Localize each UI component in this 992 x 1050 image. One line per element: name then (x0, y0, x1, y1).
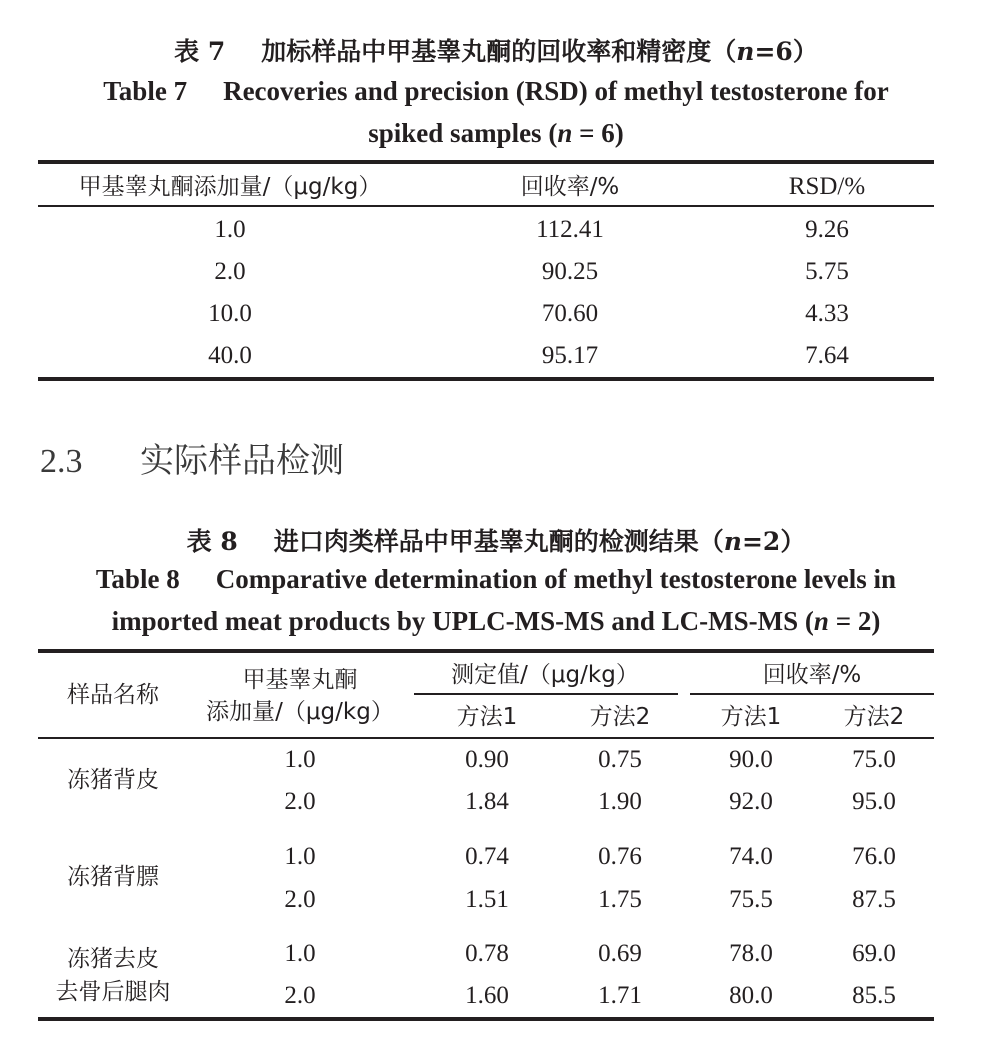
table8-header-recovery: 回收率/% (762, 662, 862, 688)
table8-cell-added: 1.0 (284, 940, 316, 967)
table8-sub-method2-measured: 方法2 (589, 704, 651, 730)
table8-cell-r1: 78.0 (729, 940, 773, 967)
table8-sub-method1-recovery: 方法1 (720, 704, 782, 730)
table8-cell-m1: 1.51 (465, 886, 509, 913)
section-number: 2.3 (40, 443, 83, 480)
table7-header-rule (38, 205, 934, 207)
table7-header-added: 甲基睾丸酮添加量/（μg/kg） (78, 174, 382, 200)
section-heading (40, 433, 344, 482)
table7-cell-added: 40.0 (208, 342, 252, 369)
table8-cell-r2: 75.0 (852, 746, 896, 773)
table8-header-rule (38, 737, 934, 739)
table8-top-rule (38, 649, 934, 653)
table8-header-added-1: 甲基睾丸酮 (242, 667, 358, 693)
table8-cell-m1: 1.60 (465, 982, 509, 1009)
table8-caption-cn (0, 522, 992, 558)
table7-title-cn: 加标样品中甲基睾丸酮的回收率和精密度（ (261, 37, 737, 66)
table8-sub-method1-measured: 方法1 (456, 704, 518, 730)
table8-cell-r1: 90.0 (729, 746, 773, 773)
table8-cell-r1: 92.0 (729, 788, 773, 815)
table8-cell-r1: 74.0 (729, 843, 773, 870)
table7-header-recovery: 回收率/% (520, 174, 620, 200)
table7-cell-rsd: 4.33 (805, 300, 849, 327)
table7-cell-added: 2.0 (214, 258, 246, 285)
table7-title-en-2a: spiked samples ( (368, 118, 558, 148)
table7-number-en: Table 7 (103, 76, 188, 106)
table7-bottom-rule (38, 377, 934, 381)
table8-cell-r2: 76.0 (852, 843, 896, 870)
table8-cell-added: 1.0 (284, 746, 316, 773)
table8-cell-m2: 1.90 (598, 788, 642, 815)
table8-caption-en-2 (0, 606, 992, 637)
table8-cell-m1: 0.90 (465, 746, 509, 773)
table8-title-en-2a: imported meat products by UPLC-MS-MS and LC-MS-MS ( (111, 606, 814, 636)
table8-sample-name: 冻猪背皮 (67, 767, 159, 793)
table7-title-en-1: Recoveries and precision (RSD) of methyl testosterone for (223, 76, 889, 106)
table8-sample-name: 冻猪去皮 (67, 946, 159, 972)
table8-cell-m2: 0.75 (598, 746, 642, 773)
table8-cell-m2: 0.69 (598, 940, 642, 967)
table8-title-cn-tail: =2） (741, 527, 806, 556)
table8-title-cn: 进口肉类样品中甲基睾丸酮的检测结果（ (273, 527, 724, 556)
table7-cell-recovery: 112.41 (536, 216, 604, 243)
table8-cell-m2: 1.75 (598, 886, 642, 913)
table7-caption-en-1 (0, 76, 992, 107)
table8-cell-r2: 95.0 (852, 788, 896, 815)
table7-cell-rsd: 5.75 (805, 258, 849, 285)
table8-recovery-rule (690, 693, 934, 695)
table8-bottom-rule (38, 1017, 934, 1021)
table7-caption-cn (0, 32, 992, 68)
table8-cell-m2: 0.76 (598, 843, 642, 870)
table7-cell-added: 10.0 (208, 300, 252, 327)
table8-cell-r2: 69.0 (852, 940, 896, 967)
table8-header-measured: 测定值/（μg/kg） (451, 662, 639, 688)
table8-sub-method2-recovery: 方法2 (843, 704, 905, 730)
table8-cell-m2: 1.71 (598, 982, 642, 1009)
table7-cell-recovery: 90.25 (541, 258, 599, 285)
table7-n-cn: n (736, 37, 755, 66)
table8-n-en: n (813, 606, 829, 636)
table8-cell-m1: 1.84 (465, 788, 509, 815)
table8-header-added-2: 添加量/（μg/kg） (206, 699, 394, 725)
table8-measured-rule (414, 693, 678, 695)
table8-title-en-1: Comparative determination of methyl testosterone levels in (215, 564, 897, 594)
table8-cell-added: 2.0 (284, 788, 316, 815)
table7-number-cn: 表 7 (174, 37, 226, 66)
table8-cell-m1: 0.78 (465, 940, 509, 967)
table8-cell-added: 2.0 (284, 886, 316, 913)
table7-n-en: n (557, 118, 573, 148)
table7-cell-rsd: 9.26 (805, 216, 849, 243)
table8-number-en: Table 8 (95, 564, 180, 594)
table8-cell-m1: 0.74 (465, 843, 509, 870)
table8-sample-name-line2: 去骨后腿肉 (55, 979, 171, 1005)
table8-caption-en-1 (0, 564, 992, 595)
table7-caption-en-2 (0, 118, 992, 149)
table8-cell-added: 2.0 (284, 982, 316, 1009)
table7-cell-recovery: 95.17 (541, 342, 599, 369)
table8-cell-r2: 87.5 (852, 886, 896, 913)
table8-cell-added: 1.0 (284, 843, 316, 870)
table8-title-en-2b: = 2) (828, 606, 881, 636)
table7-title-cn-tail: =6） (754, 37, 818, 66)
table7-cell-added: 1.0 (214, 216, 246, 243)
table7-cell-rsd: 7.64 (805, 342, 849, 369)
table8-number-cn: 表 8 (186, 527, 238, 556)
table7-title-en-2b: = 6) (572, 118, 624, 148)
table7-header-rsd: RSD/% (788, 173, 866, 200)
table8-sample-name: 冻猪背膘 (67, 864, 159, 890)
table8-cell-r1: 80.0 (729, 982, 773, 1009)
table8-cell-r2: 85.5 (852, 982, 896, 1009)
table7-cell-recovery: 70.60 (541, 300, 599, 327)
table8-n-cn: n (723, 527, 742, 556)
table7-top-rule (38, 160, 934, 164)
section-title: 实际样品检测 (140, 441, 344, 481)
table8-header-sample: 样品名称 (67, 682, 159, 708)
table8-cell-r1: 75.5 (729, 886, 773, 913)
